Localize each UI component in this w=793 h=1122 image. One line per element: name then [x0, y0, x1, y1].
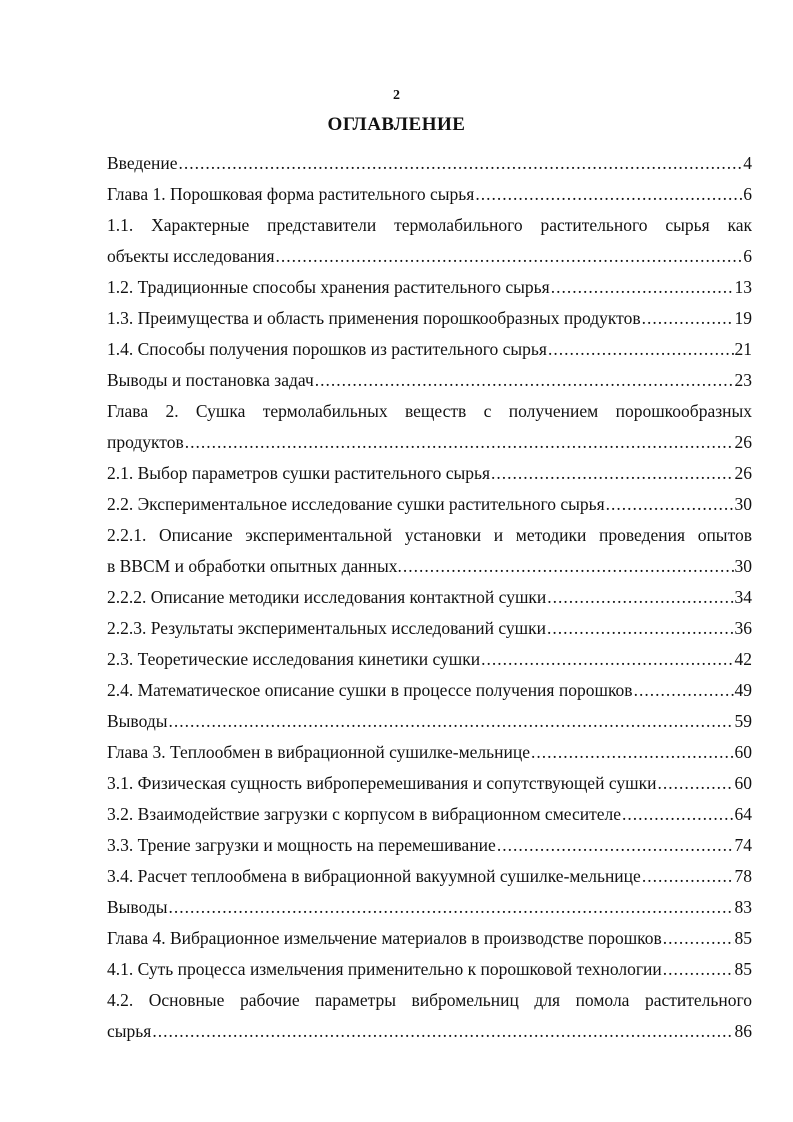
toc-entry-text: 4.1. Суть процесса измельчения применительно к порошковой технологии: [107, 959, 662, 979]
leader-dots: [185, 427, 734, 458]
toc-entry-page: 85: [734, 928, 752, 948]
leader-dots: [634, 675, 734, 706]
toc-entry-text: Глава 3. Теплообмен в вибрационной сушилке-мельнице: [107, 742, 531, 762]
toc-entry-text: 3.2. Взаимодействие загрузки с корпусом в вибрационном смесителе: [107, 804, 622, 824]
toc-entry-text: 3.3. Трение загрузки и мощность на перемешивание: [107, 835, 496, 855]
toc-entry-chapter-2-first-line: Глава 2. Сушка термолабильных веществ с получением порошкообразных: [107, 401, 752, 421]
toc-entry-page: 6: [743, 184, 752, 204]
toc-entry-page: 78: [734, 866, 752, 886]
toc-entry-2-4: [107, 675, 752, 706]
toc-entry-page: 83: [734, 897, 752, 917]
toc-entry-2-2-3: [107, 613, 752, 644]
toc-entry-page: 64: [734, 804, 752, 824]
toc-entry-3-4: [107, 861, 752, 892]
toc-entry-page: 74: [734, 835, 752, 855]
toc-entry-page: 85: [734, 959, 752, 979]
toc-entry-text: Глава 4. Вибрационное измельчение материалов в производстве порошков: [107, 928, 662, 948]
leader-dots: [642, 303, 734, 334]
toc-entry-1-2: [107, 272, 752, 303]
toc-entry-text: в ВВСМ и обработки опытных данных.: [107, 556, 402, 576]
toc-entry-text: 2.3. Теоретические исследования кинетики сушки: [107, 649, 481, 669]
leader-dots: [663, 923, 734, 954]
toc-entry-page: 59: [734, 711, 752, 731]
toc-entry-page: 21: [734, 339, 752, 359]
leader-dots: [276, 241, 743, 272]
toc-entry-page: 42: [734, 649, 752, 669]
toc-entry-page: 19: [734, 308, 752, 328]
toc-entry-text: Выводы и постановка задач: [107, 370, 314, 390]
leader-dots: [622, 799, 733, 830]
toc-entry-page: 6: [743, 246, 752, 266]
toc-entry-chapter-3: [107, 737, 752, 768]
toc-entry-text: 2.1. Выбор параметров сушки растительного сырья: [107, 463, 491, 483]
leader-dots: [642, 861, 734, 892]
toc-entry-text: 3.1. Физическая сущность виброперемешивания и сопутствующей сушки: [107, 773, 657, 793]
toc-entry-text: 1.3. Преимущества и область применения порошкообразных продуктов: [107, 308, 641, 328]
toc-entry-text: 2.2. Экспериментальное исследование сушки растительного сырья: [107, 494, 605, 514]
toc-entry-page: 60: [734, 773, 752, 793]
toc-entry-2-2-1-first-line: 2.2.1. Описание экспериментальной установки и методики проведения опытов: [107, 525, 752, 545]
toc-entry-2-2: [107, 489, 752, 520]
toc-entry-conclusions-3: [107, 892, 752, 923]
toc-entry-conclusions-2: [107, 706, 752, 737]
toc-entry-2-3: [107, 644, 752, 675]
toc-entry-page: 23: [734, 370, 752, 390]
toc-entry-page: 26: [734, 432, 752, 452]
toc-entry-3-3: [107, 830, 752, 861]
leader-dots: [179, 148, 743, 179]
leader-dots: [481, 644, 733, 675]
leader-dots: [531, 737, 733, 768]
toc-entry-chapter-2: [107, 427, 752, 458]
leader-dots: [497, 830, 734, 861]
toc-entry-page: 26: [734, 463, 752, 483]
toc-entry-chapter-1: [107, 179, 752, 210]
leader-dots: [657, 768, 733, 799]
toc-entry-page: 34: [734, 587, 752, 607]
toc-entry-text: 2.4. Математическое описание сушки в процессе получения порошков: [107, 680, 633, 700]
leader-dots: [475, 179, 742, 210]
toc-entry-text: 1.2. Традиционные способы хранения растительного сырья: [107, 277, 550, 297]
toc-entry-text: 2.2.2. Описание методики исследования контактной сушки: [107, 587, 547, 607]
toc-entry-3-2: [107, 799, 752, 830]
table-of-contents: [107, 148, 752, 1047]
leader-dots: [168, 892, 733, 923]
toc-entry-text: Выводы: [107, 897, 168, 917]
leader-dots: [491, 458, 733, 489]
leader-dots: [168, 706, 733, 737]
toc-entry-text: 1.4. Способы получения порошков из растительного сырья: [107, 339, 547, 359]
toc-entry-page: 49: [734, 680, 752, 700]
toc-entry-text: 3.4. Расчет теплообмена в вибрационной вакуумной сушилке-мельнице: [107, 866, 641, 886]
toc-entry-1-1-first-line: 1.1. Характерные представители термолабильного растительного сырья как: [107, 215, 752, 235]
toc-entry-page: 4: [743, 153, 752, 173]
toc-entry-2-1: [107, 458, 752, 489]
toc-entry-1-1: [107, 241, 752, 272]
toc-entry-conclusions-1: [107, 365, 752, 396]
leader-dots: [606, 489, 734, 520]
toc-entry-page: 36: [734, 618, 752, 638]
toc-entry-1-3: [107, 303, 752, 334]
toc-entry-text: сырья: [107, 1021, 152, 1041]
leader-dots: [152, 1016, 733, 1047]
leader-dots: [315, 365, 734, 396]
toc-entry-page: 13: [734, 277, 752, 297]
toc-entry-text: 2.2.3. Результаты экспериментальных исследований сушки: [107, 618, 547, 638]
toc-entry-text: продуктов: [107, 432, 184, 452]
toc-entry-4-2-first-line: 4.2. Основные рабочие параметры вибромельниц для помола растительного: [107, 990, 752, 1010]
leader-dots: [551, 272, 734, 303]
toc-entry-chapter-4: [107, 923, 752, 954]
toc-entry-4-2: [107, 1016, 752, 1047]
toc-entry-page: 86: [734, 1021, 752, 1041]
toc-entry-text: Выводы: [107, 711, 168, 731]
toc-entry-introduction: [107, 148, 752, 179]
leader-dots: [547, 582, 733, 613]
leader-dots: [548, 334, 734, 365]
toc-entry-page: 30: [734, 556, 752, 576]
toc-title: ОГЛАВЛЕНИЕ: [327, 114, 466, 135]
toc-entry-3-1: [107, 768, 752, 799]
toc-entry-2-2-2: [107, 582, 752, 613]
toc-entry-2-2-1: [107, 551, 752, 582]
toc-entry-page: 30: [734, 494, 752, 514]
leader-dots: [547, 613, 733, 644]
toc-entry-page: 60: [734, 742, 752, 762]
leader-dots: [403, 551, 734, 582]
toc-entry-text: объекты исследования: [107, 246, 275, 266]
toc-entry-text: Введение: [107, 153, 178, 173]
toc-entry-1-4: [107, 334, 752, 365]
toc-entry-4-1: [107, 954, 752, 985]
toc-entry-text: Глава 1. Порошковая форма растительного сырья: [107, 184, 475, 204]
leader-dots: [663, 954, 734, 985]
page-number: 2: [393, 88, 400, 103]
